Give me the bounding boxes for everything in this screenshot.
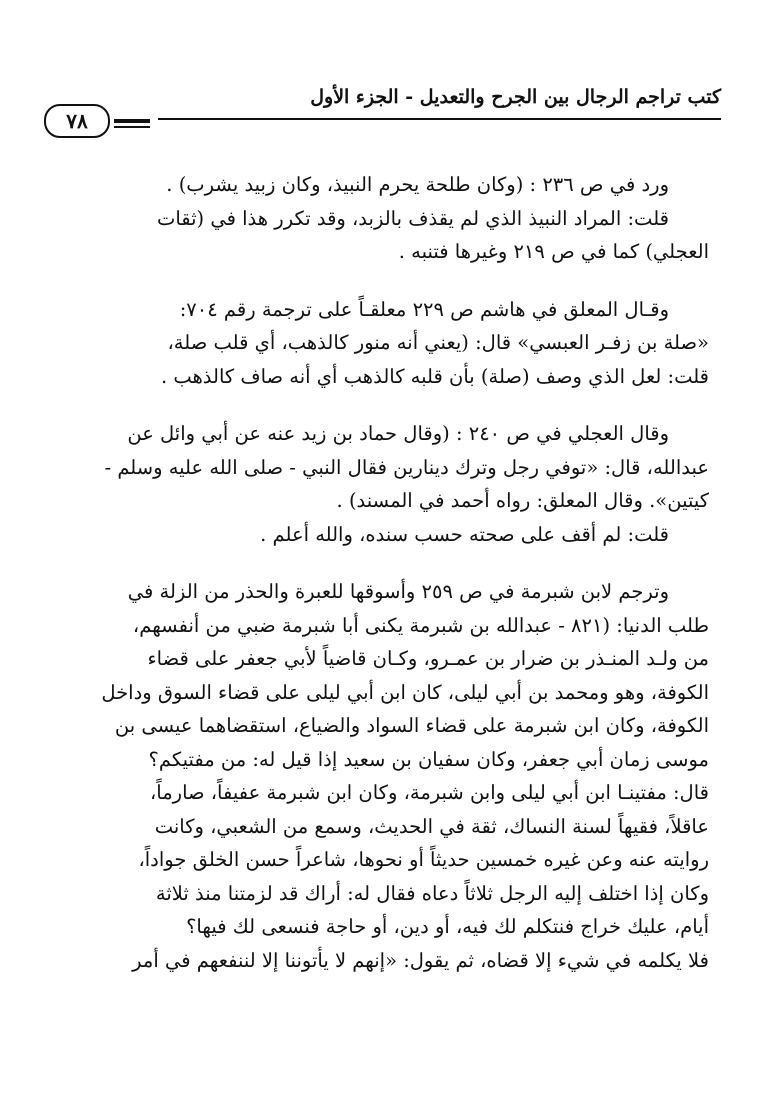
text-line: طلب الدنيا: (٨٢١ - عبدالله بن شبرمة يكنى أبا شبرمة ضبي من أنفسهم،	[132, 613, 709, 637]
header-rule	[158, 118, 721, 120]
text-line: الكوفة، وهو ومحمد بن أبي ليلى، كان ابن أبي ليلى على قضاء السوق وداخل	[101, 680, 709, 704]
text-line: وكان إذا اختلف إليه الرجل ثلاثاً دعاه فقال له: أراك قد لزمتنا منذ ثلاثة	[155, 881, 709, 905]
text-line: قلت: لم أقف على صحته حسب سنده، والله أعلم .	[260, 522, 669, 546]
text-line: فلا يكلمه في شيء إلا قضاه، ثم يقول: «إنهم لا يأتوننا إلا لننفعهم في أمر	[132, 948, 709, 972]
text-line: من ولـد المنـذر بن ضرار بن عمـرو، وكـان قاضياً لأبي جعفر على قضاء	[147, 647, 709, 670]
header-ornament	[114, 126, 150, 128]
paragraph-2	[50, 293, 709, 394]
text-line: الكوفة، وكان ابن شبرمة على قضاء السواد والضياع، استقضاهما عيسى بن	[114, 714, 709, 737]
text-line: «صلة بن زفـر العبسي» قال: (يعني أنه منور كالذهب، أي قلب صلة،	[167, 331, 709, 354]
text-line: روايته عنه وعن غيره خمسين حديثاً أو نحوها، شاعراً حسن الخلق جواداً،	[138, 848, 709, 871]
text-line: وترجم لابن شبرمة في ص ٢٥٩ وأسوقها للعبرة والحذر من الزلة في	[127, 580, 669, 603]
running-title: كتب تراجم الرجال بين الجرح والتعديل - الجزء الأول	[310, 86, 721, 108]
text-line: قلت: لعل الذي وصف (صلة) بأن قلبه كالذهب أي أنه صاف كالذهب .	[160, 364, 709, 388]
header-ornament	[114, 119, 150, 123]
paragraph-1	[50, 168, 709, 269]
text-line: وقـال المعلق في هاشم ص ٢٢٩ معلقـاً على ترجمة رقم ٧٠٤:	[179, 297, 669, 321]
text-line: أيام، عليك خراج فنتكلم لك فيه، أو دين، أو حاجة فنسعى لك فيها؟	[186, 915, 709, 938]
paragraph-4	[50, 575, 709, 977]
text-line: عاقلاً، فقيهاً لسنة النساك، ثقة في الحديث، وسمع من الشعبي، وكانت	[154, 814, 709, 838]
text-line: ورد في ص ٢٣٦ : (وكان طلحة يحرم النبيذ، وكان زبيد يشرب) .	[166, 173, 669, 196]
text-line: عبدالله، قال: «توفي رجل وترك دينارين فقال النبي - صلى الله عليه وسلم -	[104, 455, 709, 479]
text-line: وقال العجلي في ص ٢٤٠ : (وقال حماد بن زيد عنه عن أبي وائل عن	[127, 422, 669, 445]
text-line: كيتين». وقال المعلق: رواه أحمد في المسند) .	[336, 489, 709, 512]
text-line: موسى زمان أبي جعفر، وكان سفيان بن سعيد إذا قيل له: من مفتيكم؟	[148, 747, 709, 771]
text-line: قال: مفتينـا ابن أبي ليلى وابن شبرمة، وكان ابن شبرمة عفيفاً، صارماً،	[149, 781, 709, 804]
text-line: قلت: المراد النبيذ الذي لم يقذف بالزبد، وقد تكرر هذا في (ثقات	[156, 206, 669, 230]
text-line: العجلي) كما في ص ٢١٩ وغيرها فتنبه .	[398, 240, 709, 263]
paragraph-3	[50, 417, 709, 551]
body-text	[50, 168, 709, 977]
page-number: ٧٨	[44, 104, 110, 138]
page-header	[38, 78, 721, 133]
